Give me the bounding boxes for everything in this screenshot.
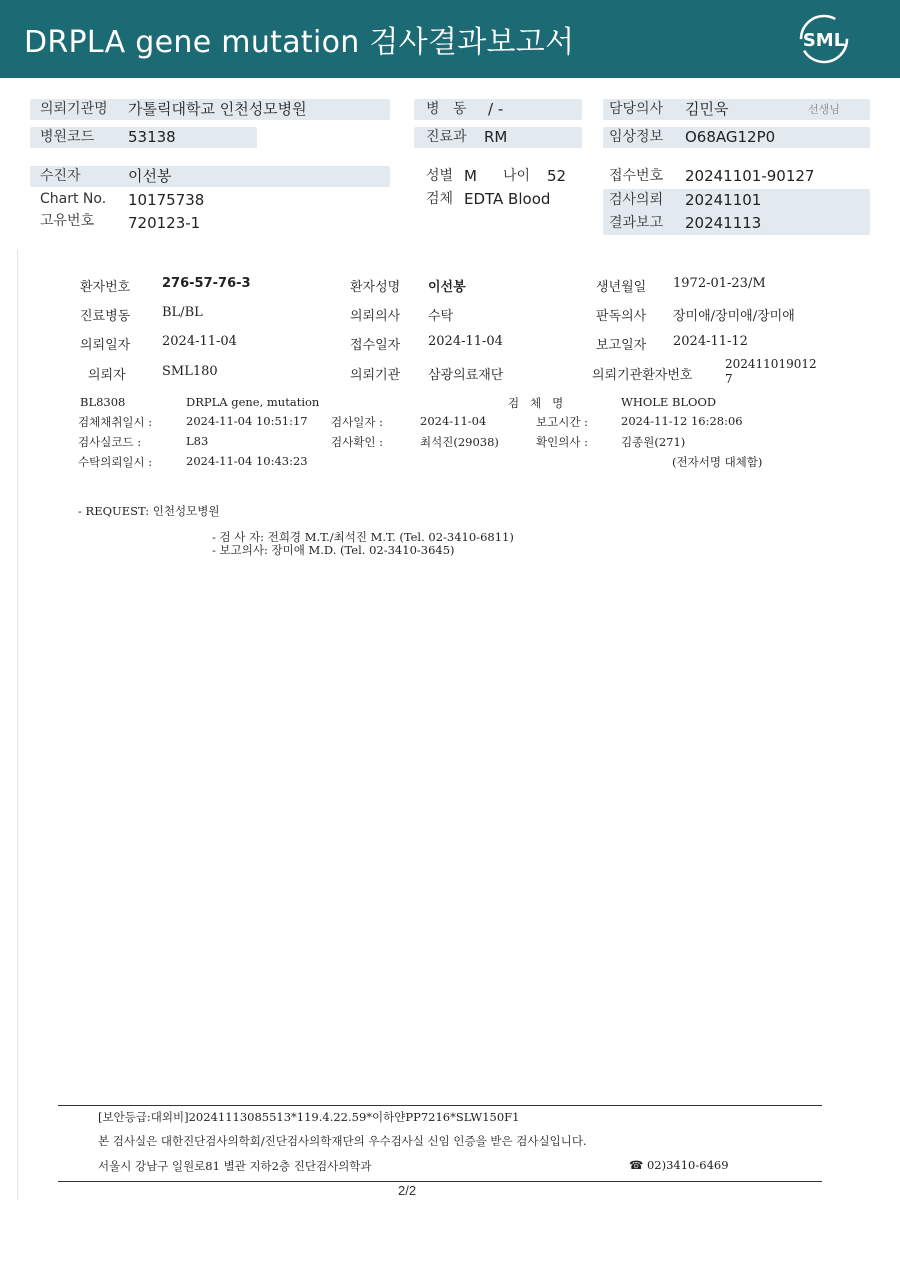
receipt-date-value: 2024-11-04 xyxy=(428,334,503,349)
request-value: 20241101 xyxy=(685,191,762,209)
confirm-value: 최석진(29038) xyxy=(420,435,499,449)
test-name: DRPLA gene, mutation xyxy=(186,395,320,409)
reading-doctor-label: 판독의사 xyxy=(596,309,647,324)
security-line: [보안등급:대외비]20241113085513*119.4.22.59*이하얀PP7216*SLW150F1 xyxy=(98,1110,520,1124)
unique-value: 720123-1 xyxy=(128,214,201,232)
specimen-value: EDTA Blood xyxy=(464,190,551,208)
report-title: DRPLA gene mutation 검사결과보고서 xyxy=(24,25,575,60)
request-line: - REQUEST: 인천성모병원 xyxy=(78,504,220,518)
inst-patient-no-label: 의뢰기관환자번호 xyxy=(592,368,693,383)
scanned-report xyxy=(17,250,877,1200)
footer-top-rule xyxy=(58,1105,822,1106)
report-date-label: 보고일자 xyxy=(596,338,647,353)
confirm-doctor-value: 김종원(271) xyxy=(621,435,686,449)
dept-value: RM xyxy=(484,128,508,146)
specimen-name-label: 검 체 명 xyxy=(508,396,564,410)
collect-value: 2024-11-04 10:51:17 xyxy=(186,414,308,428)
consign-label: 수탁의뢰일시 : xyxy=(78,455,153,469)
doctor-suffix: 선생님 xyxy=(808,103,840,116)
report-time-label: 보고시간 : xyxy=(536,415,588,429)
tester-line: - 검 사 자: 전희경 M.T./최석진 M.T. (Tel. 02-3410-6811) xyxy=(212,530,514,544)
sex-label: 성별 xyxy=(426,168,454,184)
test-date-value: 2024-11-04 xyxy=(420,414,487,428)
age-label: 나이 xyxy=(503,168,531,184)
patient-name-label: 환자성명 xyxy=(350,280,401,295)
hospital-code-label: 병원코드 xyxy=(40,129,95,145)
birth-value: 1972-01-23/M xyxy=(673,276,766,291)
ward-value: / - xyxy=(488,100,504,118)
req-institution-value: 삼광의료재단 xyxy=(428,368,504,383)
test-date-label: 검사일자 : xyxy=(331,415,383,429)
phone-line: ☎ 02)3410-6469 xyxy=(629,1158,729,1172)
specimen-name-value: WHOLE BLOOD xyxy=(621,395,717,409)
patient-value: 이선봉 xyxy=(128,167,172,185)
doctor-value: 김민욱 xyxy=(685,100,729,118)
hospital-value: 가톨릭대학교 인천성모병원 xyxy=(128,100,307,118)
hospital-label: 의뢰기관명 xyxy=(40,101,108,117)
requester-label: 의뢰자 xyxy=(88,368,126,383)
req-institution-label: 의뢰기관 xyxy=(350,368,401,383)
dept-label: 진료과 xyxy=(426,129,467,145)
inst-patient-no-value-1: 202411019012 xyxy=(725,357,817,371)
receipt-date-label: 접수일자 xyxy=(350,338,401,353)
request-label: 검사의뢰 xyxy=(609,192,664,208)
inst-patient-no-value-2: 7 xyxy=(725,372,733,386)
patient-name-value: 이선봉 xyxy=(428,280,466,295)
certification-line: 본 검사실은 대한진단검사의학회/진단검사의학재단의 우수검사실 신임 인증을 받은 검사실입니다. xyxy=(98,1134,587,1148)
footer-bottom-rule xyxy=(58,1181,822,1182)
receipt-value: 20241101-90127 xyxy=(685,167,815,185)
consign-value: 2024-11-04 10:43:23 xyxy=(186,454,308,468)
address-line: 서울시 강남구 일원로81 별관 지하2층 진단검사의학과 xyxy=(98,1159,372,1173)
requester-value: SML180 xyxy=(162,364,218,379)
reading-doctor-value: 장미애/장미애/장미애 xyxy=(673,309,795,324)
req-doctor-value: 수탁 xyxy=(428,309,454,324)
req-doctor-label: 의뢰의사 xyxy=(350,309,401,324)
sex-value: M xyxy=(464,167,477,185)
ward-label: 병 동 xyxy=(426,101,467,117)
result-value: 20241113 xyxy=(685,214,762,232)
esign-note: (전자서명 대체함) xyxy=(672,455,763,469)
receipt-label: 접수번호 xyxy=(609,168,664,184)
birth-label: 생년월일 xyxy=(596,280,647,295)
lab-code-label: 검사실코드 : xyxy=(78,435,142,449)
reporter-line: - 보고의사: 장미애 M.D. (Tel. 02-3410-3645) xyxy=(212,543,455,557)
patient-no-label: 환자번호 xyxy=(80,280,131,295)
test-code: BL8308 xyxy=(80,395,126,409)
collect-label: 검체채취일시 : xyxy=(78,415,153,429)
report-time-value: 2024-11-12 16:28:06 xyxy=(621,414,743,428)
req-date-label: 의뢰일자 xyxy=(80,338,131,353)
patient-label: 수진자 xyxy=(40,168,81,184)
clinical-label: 임상정보 xyxy=(609,129,664,145)
lab-code-value: L83 xyxy=(186,434,209,448)
chart-value: 10175738 xyxy=(128,191,205,209)
age-value: 52 xyxy=(547,167,567,185)
ward-rpt-value: BL/BL xyxy=(162,305,203,320)
result-label: 결과보고 xyxy=(609,215,664,231)
doctor-label: 담당의사 xyxy=(609,101,664,117)
clinical-value: O68AG12P0 xyxy=(685,128,776,146)
hospital-code-value: 53138 xyxy=(128,128,176,146)
patient-pill xyxy=(30,166,390,187)
confirm-doctor-label: 확인의사 : xyxy=(536,435,588,449)
req-date-value: 2024-11-04 xyxy=(162,334,237,349)
patient-no-value: 276-57-76-3 xyxy=(162,276,251,291)
unique-label: 고유번호 xyxy=(40,213,95,229)
report-date-value: 2024-11-12 xyxy=(673,334,748,349)
report-header xyxy=(0,0,900,78)
confirm-label: 검사확인 : xyxy=(331,435,383,449)
page-number: 2/2 xyxy=(398,1183,417,1198)
specimen-label: 검체 xyxy=(426,191,454,207)
logo-text: SML xyxy=(802,30,846,51)
sml-logo-icon xyxy=(796,13,852,65)
chart-label: Chart No. xyxy=(40,191,107,207)
ward-rpt-label: 진료병동 xyxy=(80,309,131,324)
